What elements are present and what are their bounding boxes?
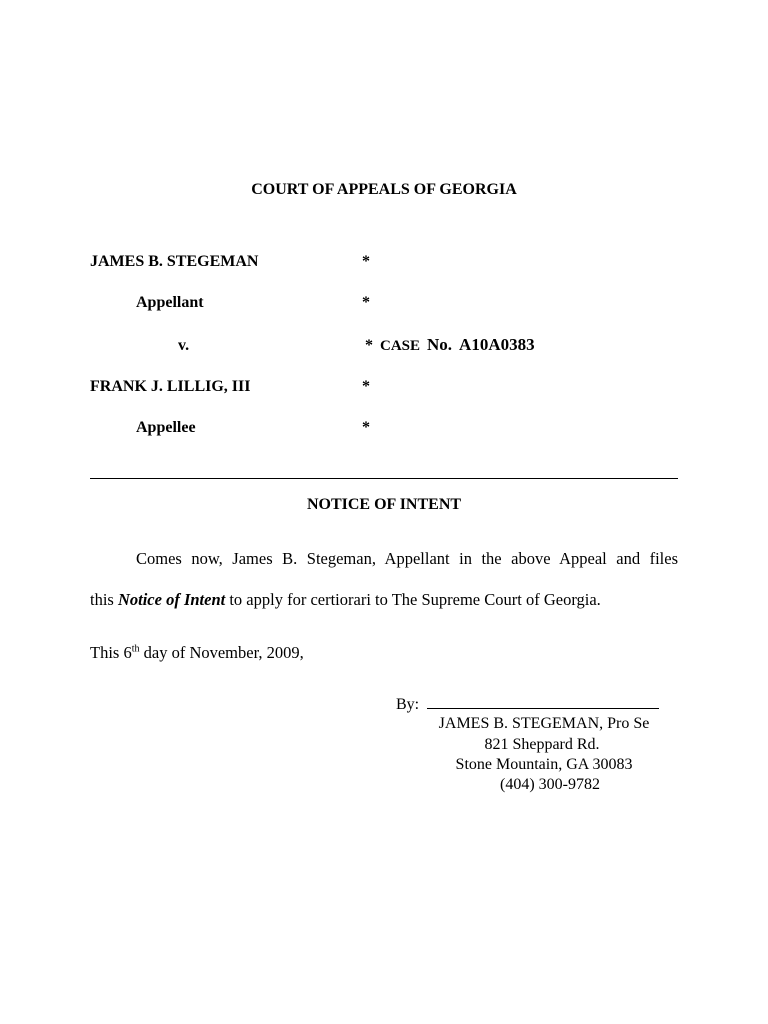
signature-by <box>396 696 659 714</box>
case-label: CASE <box>380 338 421 354</box>
date-line <box>90 643 304 663</box>
signer-street: 821 Sheppard Rd. <box>484 736 600 753</box>
notice-line-2-start: this <box>90 590 114 609</box>
versus: v. <box>178 337 190 354</box>
caption-star-1: * <box>362 253 370 270</box>
case-no-label: No. <box>427 335 453 354</box>
notice-title: NOTICE OF INTENT <box>306 496 462 513</box>
signer-phone: (404) 300-9782 <box>500 776 600 793</box>
appellant-role: Appellant <box>136 294 204 311</box>
date-suffix: th <box>131 643 140 655</box>
caption-star-3: * <box>365 337 373 354</box>
appellant-name: JAMES B. STEGEMAN <box>90 253 259 270</box>
caption-star-4: * <box>362 378 370 395</box>
date-prefix: This 6 <box>90 643 132 662</box>
case-number: A10A0383 <box>459 335 535 354</box>
appellee-name: FRANK J. LILLIG, III <box>90 378 251 395</box>
appellee-role: Appellee <box>136 419 196 436</box>
notice-of-intent-emphasis: Notice of Intent <box>117 590 226 609</box>
date-rest: day of November, 2009, <box>143 643 304 662</box>
case-number-line <box>365 335 535 355</box>
caption-divider <box>90 478 678 479</box>
court-title: COURT OF APPEALS OF GEORGIA <box>251 181 517 198</box>
signer-name: JAMES B. STEGEMAN, Pro Se <box>438 715 650 732</box>
signature-line <box>427 696 659 709</box>
notice-line-1: Comes now, James B. Stegeman, Appellant in the above Appeal and files <box>136 549 678 568</box>
notice-line-2-end: to apply for certiorari to The Supreme Court of Georgia. <box>229 590 601 609</box>
caption-star-5: * <box>362 419 370 436</box>
by-label: By: <box>396 696 420 713</box>
caption-star-2: * <box>362 294 370 311</box>
signer-city: Stone Mountain, GA 30083 <box>455 756 633 773</box>
notice-line-2 <box>90 590 601 610</box>
